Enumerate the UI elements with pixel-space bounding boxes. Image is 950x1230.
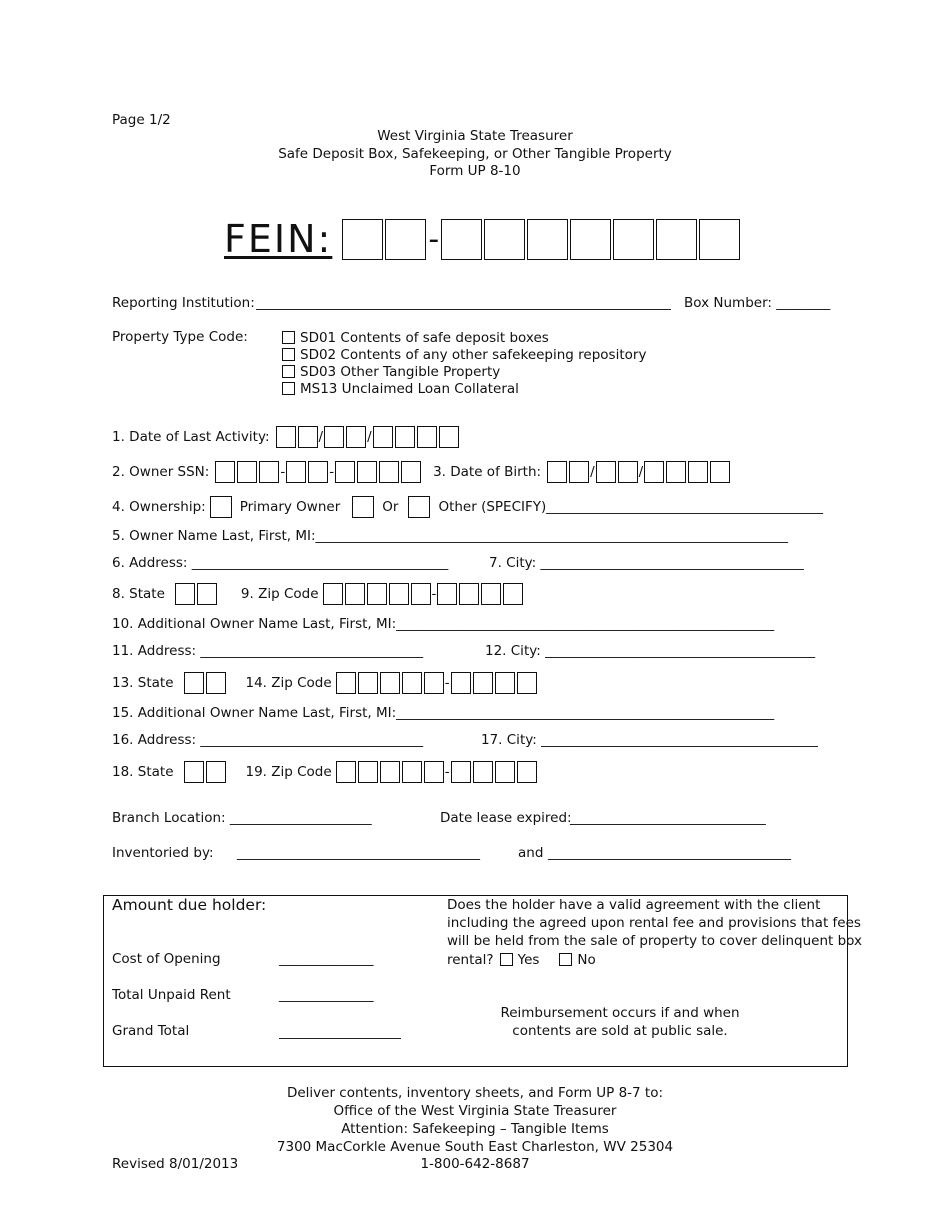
ssn-box[interactable] (335, 461, 355, 483)
state-box[interactable] (206, 672, 226, 694)
ssn-box[interactable] (286, 461, 306, 483)
property-option-ms13[interactable] (282, 380, 519, 397)
reporting-institution-label: Reporting Institution: (112, 295, 255, 311)
year-box[interactable] (439, 426, 459, 448)
dob-box[interactable] (666, 461, 686, 483)
dob-box[interactable] (710, 461, 730, 483)
state-label: 18. State (112, 764, 174, 780)
agreement-question-line: Does the holder have a valid agreement with the client (447, 897, 821, 913)
zip-box[interactable] (345, 583, 365, 605)
checkbox[interactable] (282, 348, 295, 361)
zip-box[interactable] (380, 672, 400, 694)
option-label: SD01 Contents of safe deposit boxes (300, 329, 549, 346)
or-checkbox[interactable] (352, 496, 374, 518)
header-subtitle: Safe Deposit Box, Safekeeping, or Other Tangible Property (278, 146, 672, 162)
date-slash: / (638, 464, 644, 480)
owner-ssn-row (112, 460, 730, 484)
ssn-box[interactable] (215, 461, 235, 483)
zip-box[interactable] (451, 672, 471, 694)
city-field[interactable]: 17. City: _________________________________________ (481, 732, 818, 748)
property-type-label: Property Type Code: (112, 329, 248, 345)
zip-box[interactable] (323, 583, 343, 605)
fein-digit-box[interactable] (484, 219, 525, 260)
address-field[interactable]: 11. Address: _________________________________ (112, 643, 424, 659)
year-box[interactable] (417, 426, 437, 448)
agreement-answer-row (447, 951, 596, 968)
owner-name-field[interactable]: 5. Owner Name Last, First, MI:______________________________________________________________________ (112, 528, 789, 544)
fein-digit-box[interactable] (441, 219, 482, 260)
zip-box[interactable] (473, 761, 493, 783)
zip-dash: - (444, 675, 450, 691)
dob-box[interactable] (644, 461, 664, 483)
zip-box[interactable] (459, 583, 479, 605)
grand-total-field[interactable] (279, 1038, 401, 1039)
rental-question-label: rental? (447, 951, 494, 968)
zip-box[interactable] (517, 672, 537, 694)
footer-line: Deliver contents, inventory sheets, and Form UP 8-7 to: (286, 1085, 664, 1101)
page-label: Page 1/2 (112, 112, 171, 128)
state-box[interactable] (175, 583, 195, 605)
other-specify-field[interactable]: Other (SPECIFY)_________________________________________ (438, 499, 824, 515)
city-field[interactable]: 7. City: _______________________________________ (489, 555, 804, 571)
zip-box[interactable] (495, 672, 515, 694)
reimbursement-note: contents are sold at public sale. (512, 1023, 728, 1039)
zip-label: 14. Zip Code (245, 675, 332, 691)
fein-digit-box[interactable] (342, 219, 383, 260)
address-field[interactable]: 16. Address: _________________________________ (112, 732, 424, 748)
or-label: Or (382, 499, 399, 515)
total-unpaid-rent-field[interactable]: ______________ (279, 987, 374, 1003)
agreement-question-line: including the agreed upon rental fee and provisions that fees (447, 915, 861, 931)
state-label: 13. State (112, 675, 174, 691)
date-last-activity-row (112, 425, 459, 449)
zip-box[interactable] (517, 761, 537, 783)
ssn-dash: - (280, 464, 286, 480)
zip-box[interactable] (402, 672, 422, 694)
primary-owner-label: Primary Owner (239, 499, 341, 515)
zip-box[interactable] (424, 672, 444, 694)
cost-of-opening-field[interactable]: ______________ (279, 951, 374, 967)
reporting-institution-field[interactable] (256, 309, 671, 310)
checkbox[interactable] (282, 365, 295, 378)
reimbursement-note: Reimbursement occurs if and when (500, 1005, 740, 1021)
owner-ssn-label: 2. Owner SSN: (112, 464, 210, 480)
footer-line: Office of the West Virginia State Treasurer (333, 1103, 617, 1119)
amount-due-title: Amount due holder: (112, 896, 267, 914)
date-lease-expired-label: Date lease expired: (440, 810, 572, 826)
ssn-box[interactable] (357, 461, 377, 483)
year-box[interactable] (395, 426, 415, 448)
primary-owner-checkbox[interactable] (210, 496, 232, 518)
dob-box[interactable] (688, 461, 708, 483)
additional-owner-name-field[interactable]: 15. Additional Owner Name Last, First, MI:________________________________________________________ (112, 705, 775, 721)
yes-checkbox[interactable] (500, 953, 513, 966)
zip-box[interactable] (473, 672, 493, 694)
option-label: MS13 Unclaimed Loan Collateral (300, 380, 519, 397)
ssn-box[interactable] (379, 461, 399, 483)
fein-digit-box[interactable] (613, 219, 654, 260)
city-field[interactable]: 12. City: ________________________________________ (485, 643, 816, 659)
ownership-row (112, 495, 823, 519)
footer-line: Attention: Safekeeping – Tangible Items (341, 1121, 609, 1137)
zip-dash: - (444, 764, 450, 780)
fein-label: FEIN: (224, 217, 333, 261)
no-checkbox[interactable] (559, 953, 572, 966)
zip-box[interactable] (389, 583, 409, 605)
fein-separator: - (428, 221, 440, 257)
state-zip-row (112, 671, 537, 695)
ssn-box[interactable] (308, 461, 328, 483)
agreement-question-line: will be held from the sale of property to cover delinquent box (447, 933, 862, 949)
yes-label: Yes (517, 951, 540, 968)
zip-label: 9. Zip Code (240, 586, 319, 602)
fein-digit-box[interactable] (385, 219, 426, 260)
zip-box[interactable] (451, 761, 471, 783)
date-last-activity-label: 1. Date of Last Activity: (112, 429, 270, 445)
state-box[interactable] (197, 583, 217, 605)
ssn-dash: - (329, 464, 335, 480)
inventoried-by-field[interactable]: ____________________________________ (237, 845, 480, 861)
property-option-sd02[interactable] (282, 346, 646, 363)
state-zip-row (112, 582, 523, 606)
zip-box[interactable] (336, 672, 356, 694)
other-checkbox[interactable] (408, 496, 430, 518)
state-box[interactable] (206, 761, 226, 783)
revised-date: Revised 8/01/2013 (112, 1156, 239, 1172)
footer-phone: 1-800-642-8687 (420, 1156, 530, 1172)
date-lease-expired-field[interactable]: _____________________________ (570, 810, 766, 826)
fein-digit-box[interactable] (699, 219, 740, 260)
dob-box[interactable] (547, 461, 567, 483)
fein-digit-box[interactable] (656, 219, 697, 260)
zip-box[interactable] (336, 761, 356, 783)
fein-digit-box[interactable] (570, 219, 611, 260)
zip-box[interactable] (503, 583, 523, 605)
state-zip-row (112, 760, 537, 784)
box-number-label: Box Number: ________ (684, 295, 831, 311)
fein-digit-box[interactable] (527, 219, 568, 260)
zip-box[interactable] (358, 672, 378, 694)
inventoried-by-second-field[interactable]: ____________________________________ (548, 845, 791, 861)
state-box[interactable] (184, 672, 204, 694)
zip-label: 19. Zip Code (245, 764, 332, 780)
no-label: No (577, 951, 596, 968)
address-field[interactable]: 6. Address: ______________________________________ (112, 555, 449, 571)
ssn-box[interactable] (237, 461, 257, 483)
zip-box[interactable] (411, 583, 431, 605)
date-slash: / (590, 464, 595, 480)
form-number: Form UP 8-10 (429, 163, 521, 179)
zip-box[interactable] (358, 761, 378, 783)
checkbox[interactable] (282, 382, 295, 395)
zip-box[interactable] (367, 583, 387, 605)
branch-location-field[interactable]: Branch Location: _____________________ (112, 810, 372, 826)
zip-box[interactable] (495, 761, 515, 783)
state-label: 8. State (112, 586, 165, 602)
fein-row (224, 217, 740, 261)
dob-box[interactable] (569, 461, 589, 483)
month-box[interactable] (276, 426, 296, 448)
day-box[interactable] (324, 426, 344, 448)
header-title: West Virginia State Treasurer (377, 128, 573, 144)
date-slash: / (367, 429, 372, 445)
ssn-box[interactable] (259, 461, 279, 483)
dob-box[interactable] (618, 461, 638, 483)
property-option-sd03[interactable] (282, 363, 500, 380)
additional-owner-name-field[interactable]: 10. Additional Owner Name Last, First, MI:________________________________________________________ (112, 616, 775, 632)
month-box[interactable] (298, 426, 318, 448)
zip-box[interactable] (481, 583, 501, 605)
option-label: SD02 Contents of any other safekeeping repository (300, 346, 647, 363)
date-of-birth-label: 3. Date of Birth: (433, 464, 542, 480)
footer-address: 7300 MacCorkle Avenue South East Charleston, WV 25304 (276, 1139, 674, 1155)
zip-box[interactable] (380, 761, 400, 783)
and-label: and (518, 845, 544, 861)
zip-box[interactable] (424, 761, 444, 783)
date-slash: / (318, 429, 324, 445)
day-box[interactable] (346, 426, 366, 448)
state-box[interactable] (184, 761, 204, 783)
total-unpaid-rent-label: Total Unpaid Rent (112, 987, 231, 1003)
ssn-box[interactable] (401, 461, 421, 483)
zip-dash: - (431, 586, 437, 602)
option-label: SD03 Other Tangible Property (300, 363, 501, 380)
zip-box[interactable] (402, 761, 422, 783)
cost-of-opening-label: Cost of Opening (112, 951, 221, 967)
year-box[interactable] (373, 426, 393, 448)
grand-total-label: Grand Total (112, 1023, 190, 1039)
zip-box[interactable] (437, 583, 457, 605)
checkbox[interactable] (282, 331, 295, 344)
dob-box[interactable] (596, 461, 616, 483)
inventoried-by-label: Inventoried by: (112, 845, 214, 861)
ownership-label: 4. Ownership: (112, 499, 206, 515)
property-option-sd01[interactable] (282, 329, 549, 346)
